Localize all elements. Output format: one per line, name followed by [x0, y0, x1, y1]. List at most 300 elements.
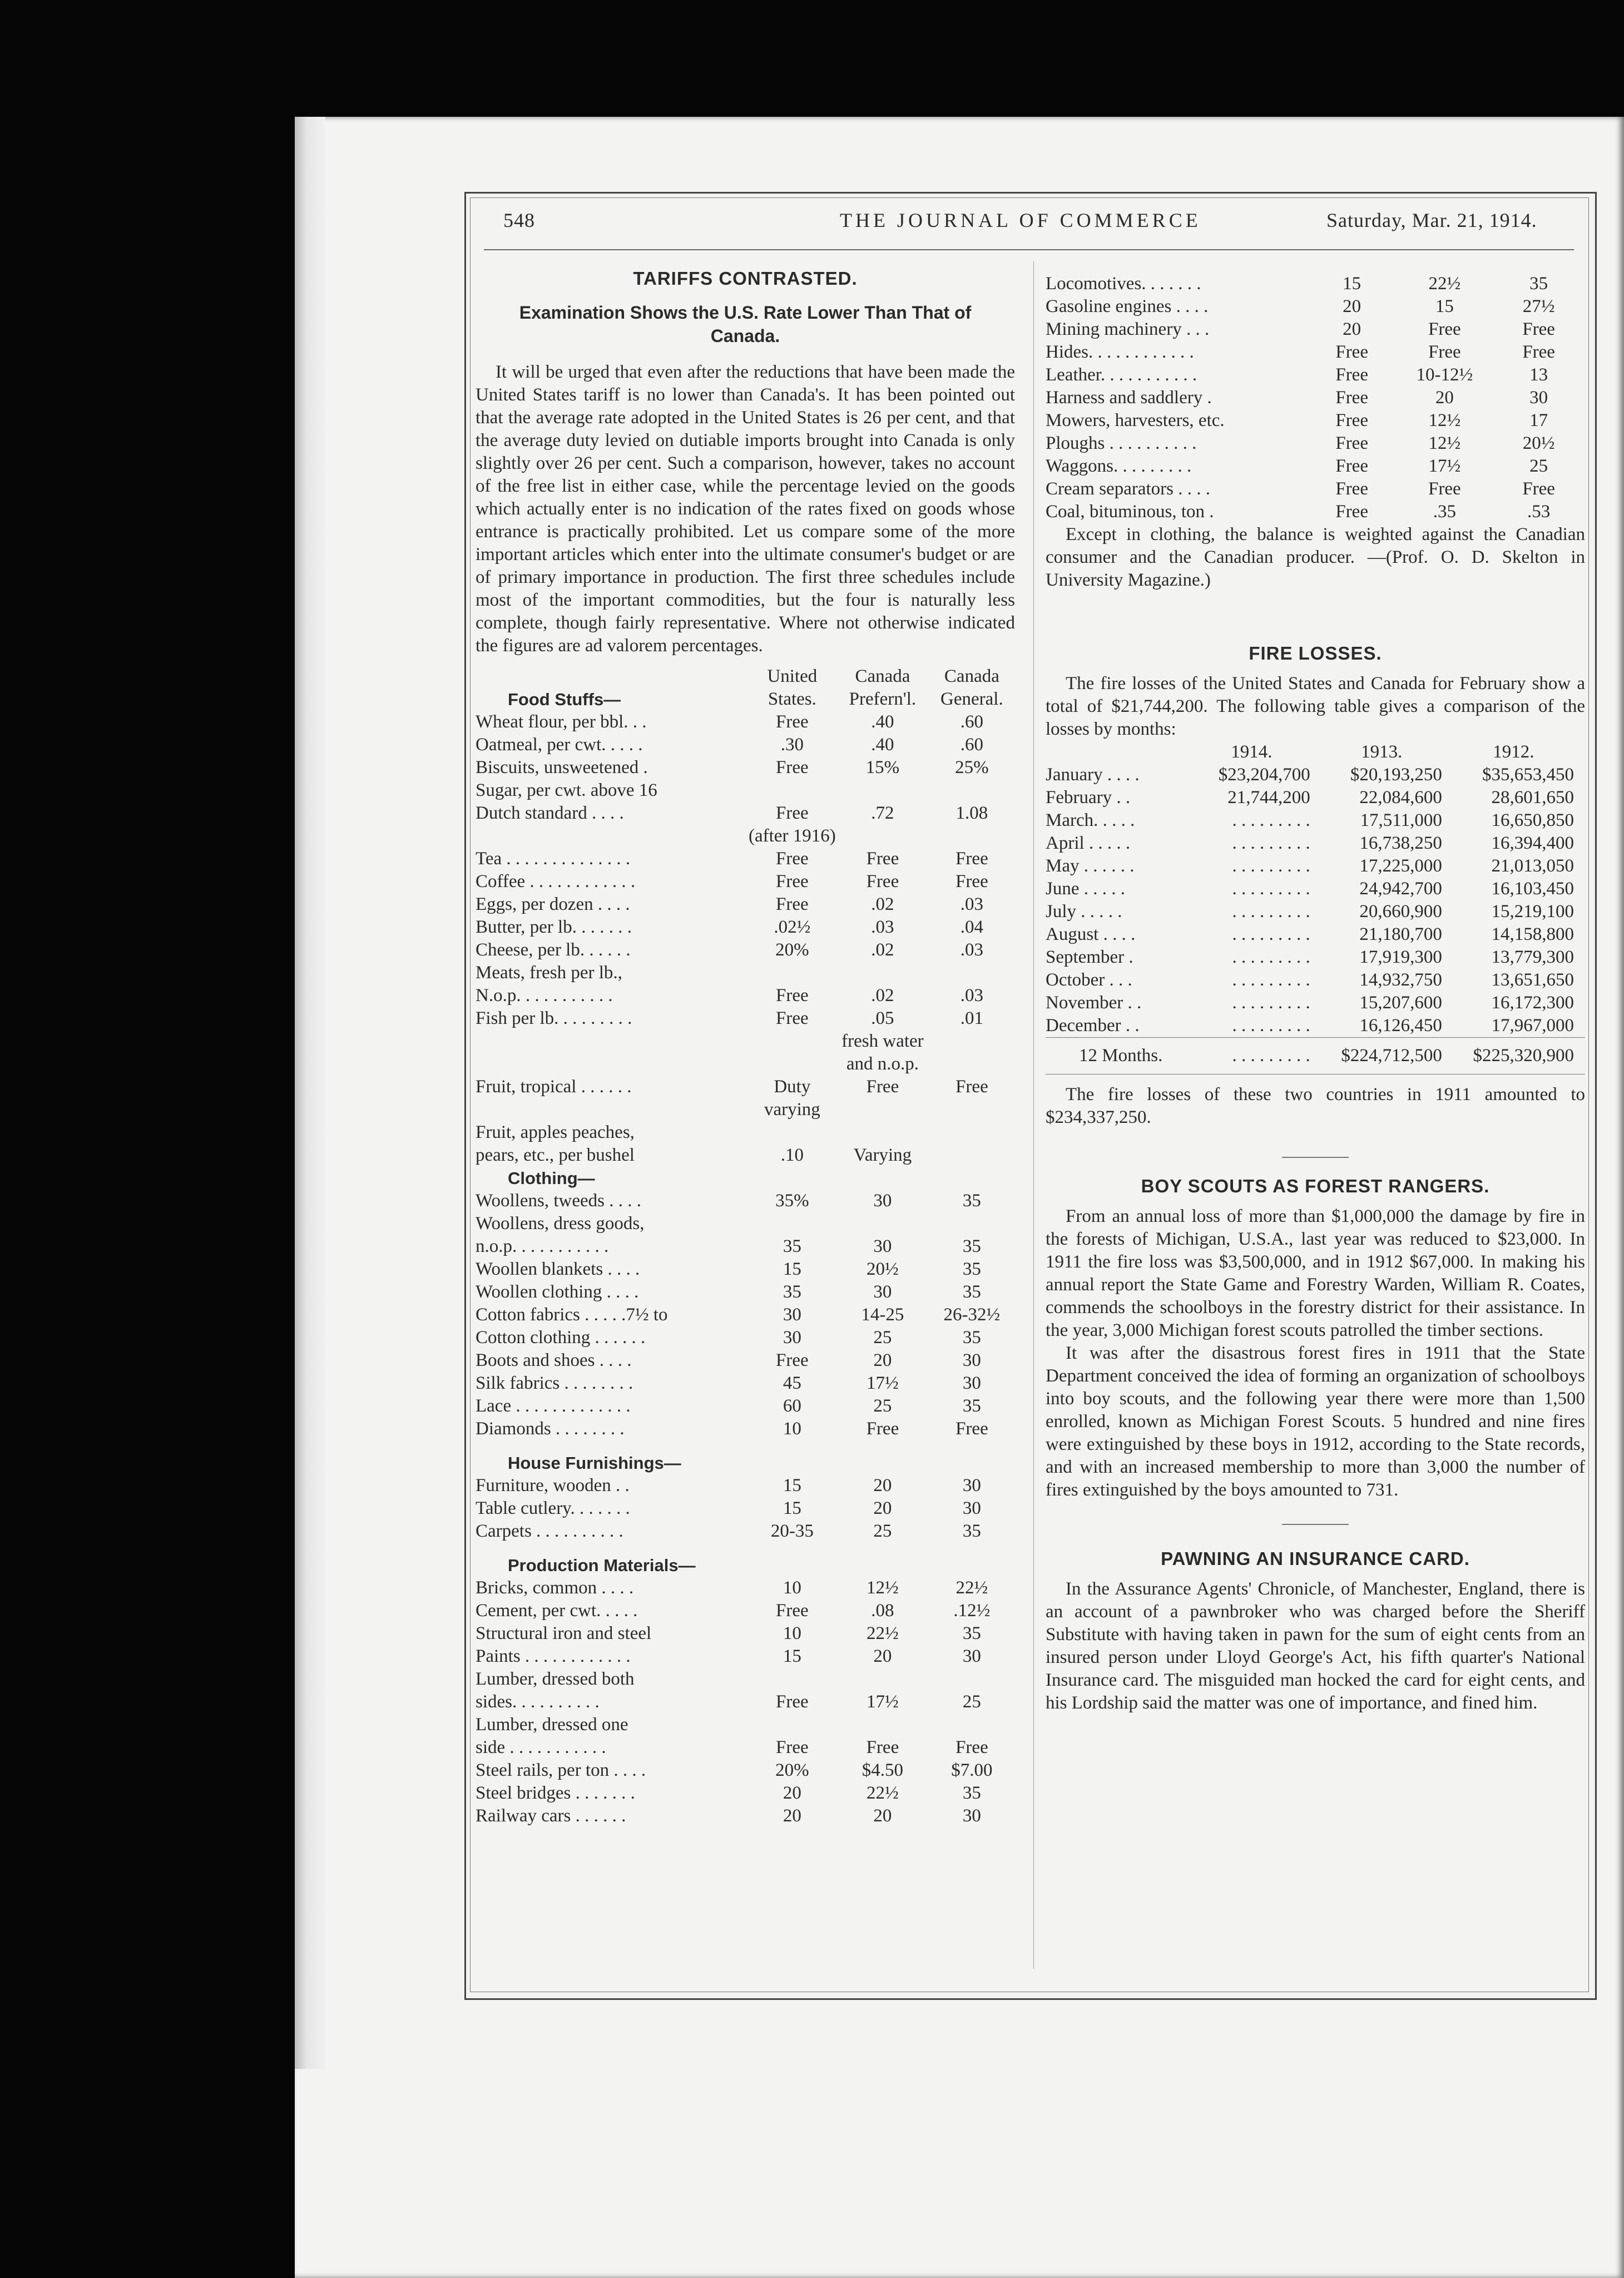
item-name: Cement, per cwt. . . . .: [476, 1601, 638, 1621]
year-1913: 1913.: [1361, 742, 1403, 762]
canada-pref-rate: 20: [1435, 388, 1454, 408]
loss-1914: . . . . . . . . .: [1232, 993, 1310, 1013]
item-name: Lumber, dressed one: [476, 1715, 628, 1735]
col-head-canada-pref: Canada: [855, 666, 910, 686]
continued-rows: [1046, 273, 1585, 523]
loss-1914: . . . . . . . . .: [1232, 833, 1310, 853]
loss-1913: 14,932,750: [1359, 970, 1442, 990]
item-name: [476, 825, 748, 848]
canada-pref-rate: .02: [871, 986, 894, 1006]
us-rate: 35: [783, 1282, 801, 1302]
us-rate: 15: [783, 1259, 801, 1279]
us-rate: [748, 1714, 836, 1736]
item-name: Wheat flour, per bbl. . .: [476, 712, 647, 732]
month: February . .: [1046, 788, 1131, 808]
month: April . . . . .: [1046, 833, 1131, 853]
tariff-row: [476, 1304, 1015, 1326]
item-name: Locomotives. . . . . . .: [1046, 274, 1201, 294]
section-clothing: Clothing—: [508, 1168, 595, 1188]
canada-pref-rate: 17½: [867, 1373, 899, 1393]
tariff-row: [476, 962, 1015, 984]
item-name: Lace . . . . . . . . . . . . .: [476, 1396, 631, 1416]
canada-pref-rate: 17½: [1428, 456, 1461, 476]
canada-gen-rate: .60: [960, 735, 984, 755]
us-rate: 20: [1343, 319, 1361, 339]
loss-1913: 15,207,600: [1359, 993, 1442, 1013]
tariff-row: [476, 1577, 1015, 1599]
col-head-us: United: [767, 666, 818, 686]
item-name: Gasoline engines . . . .: [1046, 296, 1209, 316]
loss-1912: 13,651,650: [1491, 970, 1574, 990]
canada-gen-rate: .12½: [953, 1601, 991, 1621]
loss-1912: 16,394,400: [1491, 833, 1574, 853]
tariff-row: [476, 1759, 1015, 1782]
tariffs-intro: It will be urged that even after the reductions that have been made the United States tariff is no lower than Canada's. It has been pointed out that the average rate adopted in the United States is 26 per cent, and that the average duty levied on dutiable imports brought into Canada is only slightly over 26 per cent. Such a comparison, however, takes no account of the free list in either case, while the percentage levied on the goods which actually enter is no indication of the rates fixed on goods whose entrance is practically prohibited. Let us compare some of the more important articles which enter into the ultimate consumer's budget or are of primary importance in production. The first three schedules include most of the important commodities, but the four is naturally less complete, though fairly representative. Where not otherwise indicated the figures are ad valorem percentages.: [476, 362, 1015, 656]
us-rate: 15: [783, 1475, 801, 1495]
canada-gen-rate: 30: [962, 1373, 981, 1393]
canada-gen-rate: 35: [962, 1623, 981, 1643]
clothing-rows: [476, 1190, 1015, 1440]
us-rate: Free: [776, 1601, 809, 1621]
canada-pref-rate: 20: [873, 1475, 892, 1495]
tariff-row: [476, 1258, 1015, 1281]
us-rate: .10: [780, 1145, 804, 1165]
item-name: Waggons. . . . . . . . .: [1046, 456, 1192, 476]
year-1912: 1912.: [1493, 742, 1534, 762]
canada-gen-rate: Free: [955, 849, 988, 869]
item-name: [476, 1030, 748, 1053]
tariff-row: [476, 1736, 1015, 1759]
fire-rows: [1046, 764, 1585, 1038]
canada-pref-rate: Free: [866, 871, 899, 892]
us-rate: [748, 779, 836, 802]
canada-gen-rate: [929, 962, 1015, 984]
month: September .: [1046, 947, 1133, 967]
tariff-row: [476, 1497, 1015, 1520]
item-name: Mining machinery . . .: [1046, 319, 1210, 339]
item-name: Steel rails, per ton . . . .: [476, 1760, 646, 1780]
col-head-us-2: States.: [768, 689, 816, 709]
total-1912: $225,320,900: [1473, 1046, 1574, 1066]
loss-1913: 17,919,300: [1359, 947, 1442, 967]
loss-1913: $20,193,250: [1350, 765, 1442, 785]
canada-pref-rate: 15: [1435, 296, 1454, 316]
us-rate: Free: [1335, 433, 1368, 453]
item-name: Woollen blankets . . . .: [476, 1259, 640, 1279]
canada-gen-rate: .53: [1527, 502, 1551, 522]
canada-pref-rate: 25: [873, 1521, 892, 1541]
item-name: sides. . . . . . . . . .: [476, 1692, 600, 1712]
tariffs-subheadline: Examination Shows the U.S. Rate Lower Than That of Canada.: [519, 303, 972, 346]
pawning-paragraph: In the Assurance Agents' Chronicle, of Manchester, England, there is an account of a pawnbroker who was charged before the Sheriff Substitute with having taken in pawn for the sum of eight cents from an insured person under Lloyd George's Act, his fifth quarter's National Insurance card. The misguided man hocked the card for eight cents, and his Lordship said the matter was one of importance, and fined him.: [1046, 1579, 1585, 1713]
fire-headline: FIRE LOSSES.: [1249, 643, 1382, 663]
canada-pref-rate: 22½: [867, 1623, 899, 1643]
year-1914: 1914.: [1231, 742, 1273, 762]
canada-gen-rate: 27½: [1522, 296, 1555, 316]
canada-gen-rate: .01: [960, 1008, 984, 1028]
us-rate: Free: [776, 1350, 809, 1370]
us-rate: 20: [783, 1806, 801, 1826]
month: December . .: [1046, 1016, 1140, 1036]
tariff-row: [476, 802, 1015, 825]
item-name: n.o.p. . . . . . . . . . .: [476, 1236, 609, 1256]
loss-1912: 16,103,450: [1491, 879, 1574, 899]
canada-pref-rate: 30: [873, 1282, 892, 1302]
tariff-row: [476, 1190, 1015, 1212]
canada-pref-rate: [836, 1121, 929, 1144]
canada-gen-rate: 30: [962, 1498, 981, 1518]
loss-1914: . . . . . . . . .: [1232, 902, 1310, 922]
item-name: Woollens, dress goods,: [476, 1214, 645, 1234]
canada-pref-rate: [836, 1668, 929, 1691]
item-name: Fish per lb. . . . . . . . .: [476, 1008, 632, 1028]
tariff-row: [476, 1474, 1015, 1497]
canada-pref-rate: 20: [873, 1806, 892, 1826]
item-name: Cream separators . . . .: [1046, 479, 1210, 499]
tariff-row: [1046, 387, 1585, 409]
us-rate: 30: [783, 1305, 801, 1325]
fire-row: [1046, 992, 1585, 1014]
tariff-row: [476, 1782, 1015, 1805]
canada-pref-rate: 30: [873, 1236, 892, 1256]
column-rule: [1033, 261, 1034, 1969]
food-rows: [476, 711, 1015, 1167]
month: October . . .: [1046, 970, 1132, 990]
item-name: [476, 1098, 748, 1121]
us-rate: 15: [1343, 274, 1361, 294]
canada-gen-rate: 22½: [955, 1578, 988, 1598]
item-name: Woollen clothing . . . .: [476, 1282, 639, 1302]
fire-intro: The fire losses of the United States and Canada for February show a total of $21,744,200. The following table gives a comparison of the losses by months:: [1046, 674, 1585, 739]
tariff-row: [476, 779, 1015, 802]
canada-pref-rate: 20: [873, 1498, 892, 1518]
canada-gen-rate: 26-32½: [943, 1305, 1001, 1325]
canada-pref-rate: fresh water: [841, 1031, 924, 1051]
item-name: pears, etc., per bushel: [476, 1145, 635, 1165]
canada-gen-rate: [929, 779, 1015, 802]
fire-total-row: [1046, 1044, 1585, 1067]
production-rows: [476, 1577, 1015, 1828]
loss-1913: 17,225,000: [1359, 856, 1442, 876]
canada-pref-rate: 15%: [865, 757, 900, 778]
item-name: Butter, per lb. . . . . . .: [476, 917, 632, 937]
canada-pref-rate: Free: [866, 1077, 899, 1097]
canada-pref-rate: .02: [871, 940, 894, 960]
us-rate: 15: [783, 1498, 801, 1518]
total-label: 12 Months.: [1079, 1046, 1163, 1066]
us-rate: Free: [776, 986, 809, 1006]
item-name: Cheese, per lb. . . . . .: [476, 940, 631, 960]
us-rate: 15: [783, 1646, 801, 1666]
canada-gen-rate: 30: [962, 1646, 981, 1666]
section-food: Food Stuffs—: [508, 690, 621, 709]
tariff-row: [1046, 318, 1585, 341]
tariff-row: [1046, 478, 1585, 501]
fire-row: [1046, 832, 1585, 855]
canada-pref-rate: Free: [1428, 479, 1461, 499]
fire-row: [1046, 946, 1585, 969]
tariff-row: [476, 1235, 1015, 1258]
tariff-row: [476, 734, 1015, 756]
canada-pref-rate: .40: [871, 735, 894, 755]
fire-footnote: The fire losses of these two countries in 1911 amounted to $234,337,250.: [1046, 1084, 1585, 1127]
us-rate: Free: [776, 712, 809, 732]
item-name: Furniture, wooden . .: [476, 1475, 630, 1495]
loss-1913: 21,180,700: [1359, 924, 1442, 944]
tariff-row: [1046, 409, 1585, 432]
canada-pref-rate: 20: [873, 1646, 892, 1666]
fire-row: [1046, 1014, 1585, 1038]
month: May . . . . . .: [1046, 856, 1135, 876]
us-rate: Duty: [774, 1077, 811, 1097]
loss-1912: 17,967,000: [1491, 1016, 1574, 1036]
tariff-row: [476, 893, 1015, 916]
canada-pref-rate: 20: [873, 1350, 892, 1370]
us-rate: Free: [776, 894, 809, 914]
item-name: Bricks, common . . . .: [476, 1578, 634, 1598]
page-number: 548: [503, 209, 535, 231]
tariff-row: [476, 756, 1015, 779]
loss-1914: . . . . . . . . .: [1232, 947, 1310, 967]
fire-row: [1046, 855, 1585, 878]
canada-gen-rate: [929, 1121, 1015, 1144]
tariff-table-continued: [1046, 273, 1585, 523]
fire-row: [1046, 878, 1585, 900]
us-rate: Free: [776, 1737, 809, 1757]
canada-pref-rate: Free: [866, 849, 899, 869]
canada-pref-rate: Free: [1428, 319, 1461, 339]
canada-gen-rate: 35: [962, 1282, 981, 1302]
us-rate: Free: [776, 757, 809, 778]
fire-row: [1046, 786, 1585, 809]
loss-1914: . . . . . . . . .: [1232, 856, 1310, 876]
fire-row: [1046, 764, 1585, 786]
item-name: Meats, fresh per lb.,: [476, 963, 622, 983]
item-name: Fruit, tropical . . . . . .: [476, 1077, 632, 1097]
item-name: Table cutlery. . . . . . .: [476, 1498, 630, 1518]
scouts-headline: BOY SCOUTS AS FOREST RANGERS.: [1141, 1176, 1490, 1196]
us-rate: .30: [780, 735, 804, 755]
tariff-row: [1046, 364, 1585, 387]
tariff-row: [476, 1053, 1015, 1076]
month: July . . . . .: [1046, 902, 1122, 922]
us-rate: Free: [776, 803, 809, 823]
us-rate: Free: [1335, 365, 1368, 385]
item-name: Woollens, tweeds . . . .: [476, 1191, 641, 1211]
loss-1912: 16,650,850: [1491, 810, 1574, 830]
canada-pref-rate: 30: [873, 1191, 892, 1211]
tariff-row: [1046, 295, 1585, 318]
loss-1913: 16,126,450: [1359, 1016, 1442, 1036]
divider: [1282, 1524, 1349, 1525]
canada-gen-rate: [929, 1098, 1015, 1121]
item-name: Dutch standard . . . .: [476, 803, 624, 823]
item-name: Diamonds . . . . . . . .: [476, 1419, 625, 1439]
loss-1913: 22,084,600: [1359, 788, 1442, 808]
canada-pref-rate: [836, 1098, 929, 1121]
item-name: Railway cars . . . . . .: [476, 1806, 626, 1826]
tariff-row: [476, 1805, 1015, 1828]
canada-gen-rate: [929, 825, 1015, 848]
canada-gen-rate: 25%: [955, 757, 989, 778]
col-head-canada-gen: Canada: [944, 666, 999, 686]
us-rate: [748, 1668, 836, 1691]
us-rate: 35: [783, 1236, 801, 1256]
us-rate: 60: [783, 1396, 801, 1416]
tariff-row: [476, 1418, 1015, 1440]
canada-pref-rate: 12½: [1428, 410, 1461, 430]
item-name: Paints . . . . . . . . . . . .: [476, 1646, 631, 1666]
canada-gen-rate: Free: [955, 1077, 988, 1097]
right-column: [1046, 273, 1585, 1715]
item-name: Coffee . . . . . . . . . . . .: [476, 871, 636, 892]
tariff-row: [476, 1714, 1015, 1736]
loss-1912: 15,219,100: [1491, 902, 1574, 922]
item-name: Harness and saddlery .: [1046, 388, 1212, 408]
canada-pref-rate: Free: [1428, 342, 1461, 362]
month: January . . . .: [1046, 765, 1140, 785]
canada-pref-rate: 14-25: [861, 1305, 904, 1325]
us-rate: Free: [776, 1692, 809, 1712]
canada-pref-rate: 25: [873, 1328, 892, 1348]
canada-gen-rate: .60: [960, 712, 984, 732]
total-1913: $224,712,500: [1341, 1046, 1442, 1066]
tariff-row: [476, 1326, 1015, 1349]
us-rate: [748, 1121, 836, 1144]
tariff-row: [476, 1007, 1015, 1030]
canada-gen-rate: Free: [955, 1419, 988, 1439]
canada-gen-rate: [929, 1714, 1015, 1736]
month: November . .: [1046, 993, 1142, 1013]
us-rate: Free: [1335, 456, 1368, 476]
tariff-table: [476, 665, 1015, 1828]
us-rate: [748, 1212, 836, 1235]
canada-gen-rate: 35: [962, 1328, 981, 1348]
issue-date: Saturday, Mar. 21, 1914.: [1326, 209, 1537, 231]
us-rate: Free: [1335, 502, 1368, 522]
tariff-row: [476, 1281, 1015, 1304]
us-rate: 20%: [775, 940, 809, 960]
canada-pref-rate: [836, 779, 929, 802]
tariff-row: [476, 1668, 1015, 1691]
tariff-row: [476, 1622, 1015, 1645]
tariff-row: [476, 1030, 1015, 1053]
canada-gen-rate: Free: [1522, 479, 1555, 499]
canada-gen-rate: .03: [960, 894, 984, 914]
us-rate: Free: [1335, 479, 1368, 499]
canada-gen-rate: .03: [960, 986, 984, 1006]
item-name: Tea . . . . . . . . . . . . . .: [476, 849, 631, 869]
canada-pref-rate: .40: [871, 712, 894, 732]
tariff-row: [476, 939, 1015, 962]
us-rate: Free: [776, 871, 809, 892]
loss-1912: 14,158,800: [1491, 924, 1574, 944]
divider: [1282, 1157, 1349, 1158]
canada-gen-rate: 35: [962, 1396, 981, 1416]
loss-1914: . . . . . . . . .: [1232, 879, 1310, 899]
us-rate: 10: [783, 1419, 801, 1439]
us-rate: 20: [783, 1783, 801, 1803]
item-name: Cotton clothing . . . . . .: [476, 1328, 646, 1348]
loss-1913: 20,660,900: [1359, 902, 1442, 922]
tariff-row: [1046, 432, 1585, 455]
tariff-row: [476, 1372, 1015, 1395]
loss-1912: 16,172,300: [1491, 993, 1574, 1013]
us-rate: 20: [1343, 296, 1361, 316]
item-name: Oatmeal, per cwt. . . . .: [476, 735, 643, 755]
tariffs-headline: TARIFFS CONTRASTED.: [633, 268, 858, 289]
canada-pref-rate: $4.50: [861, 1760, 904, 1780]
tariff-row: [1046, 455, 1585, 478]
us-rate: Free: [1335, 410, 1368, 430]
loss-1914: 21,744,200: [1227, 788, 1310, 808]
col-head-canada-gen-2: General.: [940, 689, 1003, 709]
item-name: Lumber, dressed both: [476, 1669, 635, 1689]
pawning-headline: PAWNING AN INSURANCE CARD.: [1161, 1548, 1470, 1569]
tariff-row: [476, 711, 1015, 734]
canada-gen-rate: $7.00: [951, 1760, 993, 1780]
item-name: Coal, bituminous, ton .: [1046, 502, 1214, 522]
scouts-paragraph-2: It was after the disastrous forest fires in 1911 that the State Department conceived the idea of forming an organization of schoolboys into boy scouts, and the following year there were more than 1,500 enrolled, known as Michigan Forest Scouts. 5 hundred and nine fires were extinguished by these boys in 1912, according to the State records, and with an increased membership to more than 3,000 the number of fires extinguished by the boys amounted to 731.: [1046, 1343, 1585, 1500]
canada-pref-rate: .72: [871, 803, 894, 823]
us-rate: 10: [783, 1623, 801, 1643]
us-rate: .02½: [774, 917, 811, 937]
tariff-row: [476, 870, 1015, 893]
canada-pref-rate: Free: [866, 1737, 899, 1757]
tariff-row: [476, 1599, 1015, 1622]
tariffs-closing: Except in clothing, the balance is weighted against the Canadian consumer and the Canadian producer. —(Prof. O. D. Skelton in University Magazine.): [1046, 524, 1585, 590]
month: June . . . . .: [1046, 879, 1125, 899]
page-edge: [295, 117, 325, 2069]
scouts-paragraph-1: From an annual loss of more than $1,000,000 the damage by fire in the forests of Michigan, U.S.A., last year was reduced to $23,000. In 1911 the fire loss was $3,500,000, and in 1912 $67,000. In making his annual report the State Game and Forestry Warden, William R. Coates, commends the schoolboys in the forestry district for their assistance. In the year, 3,000 Michigan forest scouts patrolled the timber sections.: [1046, 1206, 1585, 1340]
item-name: side . . . . . . . . . . .: [476, 1737, 606, 1757]
journal-title: THE JOURNAL OF COMMERCE: [840, 209, 1201, 231]
tariff-row: [476, 1395, 1015, 1418]
us-rate: [748, 1030, 836, 1053]
canada-pref-rate: and n.o.p.: [846, 1054, 919, 1074]
fire-row: [1046, 809, 1585, 832]
tariff-row: [476, 1349, 1015, 1372]
canada-gen-rate: 13: [1529, 365, 1548, 385]
canada-gen-rate: 35: [1529, 274, 1548, 294]
canada-gen-rate: 35: [962, 1521, 981, 1541]
month: March. . . . .: [1046, 810, 1135, 830]
item-name: Carpets . . . . . . . . . .: [476, 1521, 623, 1541]
canada-gen-rate: 25: [962, 1692, 981, 1712]
us-rate: Free: [776, 849, 809, 869]
us-rate: [748, 1053, 836, 1076]
canada-pref-rate: .02: [871, 894, 894, 914]
us-rate: 20%: [775, 1760, 809, 1780]
tariff-row: [476, 1691, 1015, 1714]
total-1914: . . . . . . . . .: [1232, 1046, 1310, 1066]
loss-1913: 17,511,000: [1360, 810, 1442, 830]
loss-1914: . . . . . . . . .: [1232, 1016, 1310, 1036]
item-name: Sugar, per cwt. above 16: [476, 780, 657, 800]
canada-gen-rate: 35: [962, 1259, 981, 1279]
canada-gen-rate: 30: [962, 1475, 981, 1495]
canada-gen-rate: 20½: [1522, 433, 1555, 453]
section-house: House Furnishings—: [508, 1453, 681, 1473]
canada-pref-rate: [836, 1714, 929, 1736]
tariff-row: [476, 848, 1015, 870]
loss-1912: 28,601,650: [1491, 788, 1574, 808]
canada-pref-rate: Varying: [853, 1145, 912, 1165]
item-name: Leather. . . . . . . . . . .: [1046, 365, 1197, 385]
canada-gen-rate: [929, 1053, 1015, 1076]
tariff-row: [476, 1645, 1015, 1668]
canada-gen-rate: Free: [955, 871, 988, 892]
